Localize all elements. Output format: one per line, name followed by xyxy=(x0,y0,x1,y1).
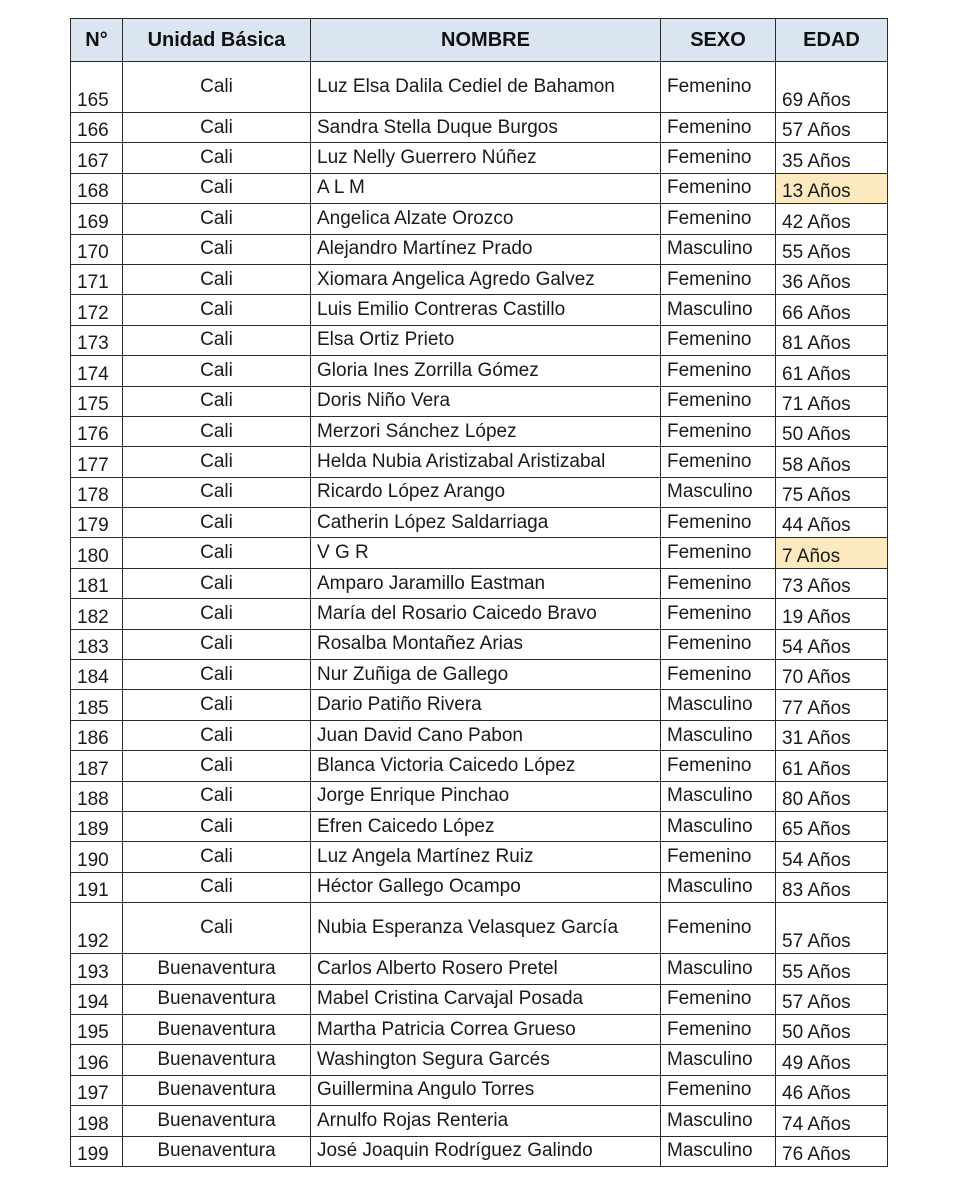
row-age: 55 Años xyxy=(776,954,888,984)
row-number: 195 xyxy=(71,1014,123,1044)
row-unit: Cali xyxy=(123,842,311,872)
row-sex: Masculino xyxy=(661,1136,776,1166)
row-age: 46 Años xyxy=(776,1075,888,1105)
row-name: Héctor Gallego Ocampo xyxy=(311,872,661,902)
row-sex: Masculino xyxy=(661,295,776,325)
row-name: Nubia Esperanza Velasquez García xyxy=(311,903,661,954)
row-number: 197 xyxy=(71,1075,123,1105)
row-unit: Cali xyxy=(123,173,311,203)
table-row xyxy=(71,143,888,173)
row-age: 57 Años xyxy=(776,903,888,954)
row-age: 42 Años xyxy=(776,204,888,234)
row-unit: Cali xyxy=(123,508,311,538)
row-unit: Cali xyxy=(123,386,311,416)
table-row xyxy=(71,690,888,720)
row-name: Jorge Enrique Pinchao xyxy=(311,781,661,811)
row-unit: Cali xyxy=(123,325,311,355)
table-row xyxy=(71,295,888,325)
row-name: Alejandro Martínez Prado xyxy=(311,234,661,264)
row-name: Carlos Alberto Rosero Pretel xyxy=(311,954,661,984)
row-name: Sandra Stella Duque Burgos xyxy=(311,113,661,143)
row-number: 189 xyxy=(71,811,123,841)
table-row xyxy=(71,1014,888,1044)
row-age: 76 Años xyxy=(776,1136,888,1166)
row-number: 188 xyxy=(71,781,123,811)
row-unit: Cali xyxy=(123,872,311,902)
row-unit: Cali xyxy=(123,113,311,143)
row-sex: Femenino xyxy=(661,143,776,173)
victims-table xyxy=(70,18,888,1167)
table-row xyxy=(71,113,888,143)
row-number: 175 xyxy=(71,386,123,416)
table-row xyxy=(71,751,888,781)
table-row xyxy=(71,477,888,507)
row-number: 182 xyxy=(71,599,123,629)
row-sex: Femenino xyxy=(661,1075,776,1105)
row-name: Dario Patiño Rivera xyxy=(311,690,661,720)
row-name: Merzori Sánchez López xyxy=(311,416,661,446)
row-sex: Masculino xyxy=(661,690,776,720)
row-sex: Masculino xyxy=(661,1106,776,1136)
row-age: 65 Años xyxy=(776,811,888,841)
table-row xyxy=(71,720,888,750)
row-sex: Femenino xyxy=(661,173,776,203)
row-name: Ricardo López Arango xyxy=(311,477,661,507)
row-name: Catherin López Saldarriaga xyxy=(311,508,661,538)
row-name: Gloria Ines Zorrilla Gómez xyxy=(311,356,661,386)
row-name: Xiomara Angelica Agredo Galvez xyxy=(311,264,661,294)
row-number: 184 xyxy=(71,660,123,690)
table-row xyxy=(71,386,888,416)
row-unit: Buenaventura xyxy=(123,1014,311,1044)
row-age: 73 Años xyxy=(776,568,888,598)
row-age: 36 Años xyxy=(776,264,888,294)
row-name: Luz Nelly Guerrero Núñez xyxy=(311,143,661,173)
table-row xyxy=(71,1136,888,1166)
row-name: Nur Zuñiga de Gallego xyxy=(311,660,661,690)
row-number: 169 xyxy=(71,204,123,234)
row-name: Arnulfo Rojas Renteria xyxy=(311,1106,661,1136)
row-unit: Buenaventura xyxy=(123,1106,311,1136)
row-sex: Masculino xyxy=(661,1045,776,1075)
row-age: 61 Años xyxy=(776,356,888,386)
row-number: 174 xyxy=(71,356,123,386)
row-age: 81 Años xyxy=(776,325,888,355)
row-sex: Femenino xyxy=(661,356,776,386)
table-row xyxy=(71,954,888,984)
row-age: 50 Años xyxy=(776,1014,888,1044)
table-row xyxy=(71,872,888,902)
row-name: Juan David Cano Pabon xyxy=(311,720,661,750)
row-number: 183 xyxy=(71,629,123,659)
row-unit: Cali xyxy=(123,204,311,234)
row-age: 31 Años xyxy=(776,720,888,750)
row-sex: Femenino xyxy=(661,984,776,1014)
table-row xyxy=(71,903,888,954)
row-sex: Femenino xyxy=(661,264,776,294)
row-age: 49 Años xyxy=(776,1045,888,1075)
row-unit: Cali xyxy=(123,568,311,598)
row-age: 19 Años xyxy=(776,599,888,629)
row-unit: Cali xyxy=(123,62,311,113)
row-name: Blanca Victoria Caicedo López xyxy=(311,751,661,781)
row-number: 192 xyxy=(71,903,123,954)
row-age: 70 Años xyxy=(776,660,888,690)
row-sex: Femenino xyxy=(661,842,776,872)
header-row xyxy=(71,19,888,62)
table-row xyxy=(71,508,888,538)
row-name: Efren Caicedo López xyxy=(311,811,661,841)
row-age: 7 Años xyxy=(776,538,888,568)
row-unit: Cali xyxy=(123,143,311,173)
row-unit: Cali xyxy=(123,538,311,568)
table-body xyxy=(71,62,888,1167)
row-unit: Cali xyxy=(123,751,311,781)
row-age: 35 Años xyxy=(776,143,888,173)
table-row xyxy=(71,568,888,598)
row-sex: Masculino xyxy=(661,477,776,507)
row-name: Angelica Alzate Orozco xyxy=(311,204,661,234)
header-number: N° xyxy=(71,19,123,62)
row-number: 193 xyxy=(71,954,123,984)
row-sex: Femenino xyxy=(661,447,776,477)
row-age: 57 Años xyxy=(776,113,888,143)
row-number: 177 xyxy=(71,447,123,477)
table-row xyxy=(71,447,888,477)
row-number: 199 xyxy=(71,1136,123,1166)
row-age: 71 Años xyxy=(776,386,888,416)
row-name: Mabel Cristina Carvajal Posada xyxy=(311,984,661,1014)
row-name: Luis Emilio Contreras Castillo xyxy=(311,295,661,325)
row-unit: Buenaventura xyxy=(123,984,311,1014)
row-name: Doris Niño Vera xyxy=(311,386,661,416)
row-name: Amparo Jaramillo Eastman xyxy=(311,568,661,598)
row-name: Helda Nubia Aristizabal Aristizabal xyxy=(311,447,661,477)
row-number: 171 xyxy=(71,264,123,294)
row-age: 74 Años xyxy=(776,1106,888,1136)
row-number: 178 xyxy=(71,477,123,507)
row-unit: Buenaventura xyxy=(123,1075,311,1105)
row-number: 190 xyxy=(71,842,123,872)
row-name: Luz Elsa Dalila Cediel de Bahamon xyxy=(311,62,661,113)
row-sex: Femenino xyxy=(661,903,776,954)
header-unit: Unidad Básica xyxy=(123,19,311,62)
row-number: 176 xyxy=(71,416,123,446)
row-unit: Buenaventura xyxy=(123,1045,311,1075)
row-unit: Cali xyxy=(123,599,311,629)
row-unit: Cali xyxy=(123,447,311,477)
row-number: 170 xyxy=(71,234,123,264)
row-name: Luz Angela Martínez Ruiz xyxy=(311,842,661,872)
row-unit: Cali xyxy=(123,720,311,750)
row-sex: Femenino xyxy=(661,629,776,659)
row-name: José Joaquin Rodríguez Galindo xyxy=(311,1136,661,1166)
row-sex: Masculino xyxy=(661,954,776,984)
row-age: 58 Años xyxy=(776,447,888,477)
row-number: 196 xyxy=(71,1045,123,1075)
table-row xyxy=(71,356,888,386)
row-number: 194 xyxy=(71,984,123,1014)
table-row xyxy=(71,984,888,1014)
row-age: 57 Años xyxy=(776,984,888,1014)
row-sex: Masculino xyxy=(661,811,776,841)
row-sex: Femenino xyxy=(661,386,776,416)
row-number: 185 xyxy=(71,690,123,720)
row-unit: Cali xyxy=(123,416,311,446)
row-name: V G R xyxy=(311,538,661,568)
table-row xyxy=(71,1045,888,1075)
table-row xyxy=(71,660,888,690)
row-unit: Cali xyxy=(123,660,311,690)
row-number: 180 xyxy=(71,538,123,568)
table-row xyxy=(71,629,888,659)
row-sex: Masculino xyxy=(661,234,776,264)
row-number: 186 xyxy=(71,720,123,750)
row-name: Washington Segura Garcés xyxy=(311,1045,661,1075)
row-sex: Masculino xyxy=(661,720,776,750)
row-sex: Femenino xyxy=(661,62,776,113)
table-row xyxy=(71,62,888,113)
header-age: EDAD xyxy=(776,19,888,62)
row-unit: Cali xyxy=(123,781,311,811)
row-sex: Femenino xyxy=(661,113,776,143)
row-number: 166 xyxy=(71,113,123,143)
table-row xyxy=(71,325,888,355)
row-unit: Cali xyxy=(123,264,311,294)
row-name: Guillermina Angulo Torres xyxy=(311,1075,661,1105)
row-age: 61 Años xyxy=(776,751,888,781)
row-age: 50 Años xyxy=(776,416,888,446)
table-row xyxy=(71,1075,888,1105)
row-number: 181 xyxy=(71,568,123,598)
row-age: 54 Años xyxy=(776,842,888,872)
row-name: A L M xyxy=(311,173,661,203)
table-row xyxy=(71,842,888,872)
row-number: 198 xyxy=(71,1106,123,1136)
row-sex: Femenino xyxy=(661,508,776,538)
row-age: 44 Años xyxy=(776,508,888,538)
row-unit: Cali xyxy=(123,477,311,507)
header-name: NOMBRE xyxy=(311,19,661,62)
row-age: 66 Años xyxy=(776,295,888,325)
row-age: 69 Años xyxy=(776,62,888,113)
row-sex: Masculino xyxy=(661,781,776,811)
row-number: 165 xyxy=(71,62,123,113)
row-sex: Femenino xyxy=(661,599,776,629)
row-unit: Cali xyxy=(123,903,311,954)
table-row xyxy=(71,781,888,811)
row-sex: Femenino xyxy=(661,538,776,568)
row-age: 55 Años xyxy=(776,234,888,264)
row-unit: Cali xyxy=(123,690,311,720)
table-row xyxy=(71,264,888,294)
table-row xyxy=(71,204,888,234)
row-unit: Buenaventura xyxy=(123,1136,311,1166)
row-age: 80 Años xyxy=(776,781,888,811)
row-sex: Femenino xyxy=(661,1014,776,1044)
row-sex: Masculino xyxy=(661,872,776,902)
row-unit: Cali xyxy=(123,356,311,386)
row-age: 13 Años xyxy=(776,173,888,203)
row-name: María del Rosario Caicedo Bravo xyxy=(311,599,661,629)
table-row xyxy=(71,173,888,203)
table-header xyxy=(71,19,888,62)
table-row xyxy=(71,538,888,568)
row-number: 187 xyxy=(71,751,123,781)
row-unit: Cali xyxy=(123,234,311,264)
row-sex: Femenino xyxy=(661,568,776,598)
row-sex: Femenino xyxy=(661,660,776,690)
row-age: 83 Años xyxy=(776,872,888,902)
row-unit: Buenaventura xyxy=(123,954,311,984)
row-number: 179 xyxy=(71,508,123,538)
row-unit: Cali xyxy=(123,629,311,659)
table-row xyxy=(71,234,888,264)
row-unit: Cali xyxy=(123,811,311,841)
row-number: 167 xyxy=(71,143,123,173)
table-row xyxy=(71,599,888,629)
row-sex: Femenino xyxy=(661,204,776,234)
row-number: 172 xyxy=(71,295,123,325)
table-row xyxy=(71,811,888,841)
row-name: Rosalba Montañez Arias xyxy=(311,629,661,659)
row-number: 191 xyxy=(71,872,123,902)
row-number: 173 xyxy=(71,325,123,355)
row-sex: Femenino xyxy=(661,325,776,355)
header-sex: SEXO xyxy=(661,19,776,62)
table-row xyxy=(71,1106,888,1136)
row-sex: Femenino xyxy=(661,751,776,781)
row-unit: Cali xyxy=(123,295,311,325)
row-age: 77 Años xyxy=(776,690,888,720)
row-number: 168 xyxy=(71,173,123,203)
table-row xyxy=(71,416,888,446)
row-age: 75 Años xyxy=(776,477,888,507)
row-name: Martha Patricia Correa Grueso xyxy=(311,1014,661,1044)
row-age: 54 Años xyxy=(776,629,888,659)
row-sex: Femenino xyxy=(661,416,776,446)
row-name: Elsa Ortiz Prieto xyxy=(311,325,661,355)
